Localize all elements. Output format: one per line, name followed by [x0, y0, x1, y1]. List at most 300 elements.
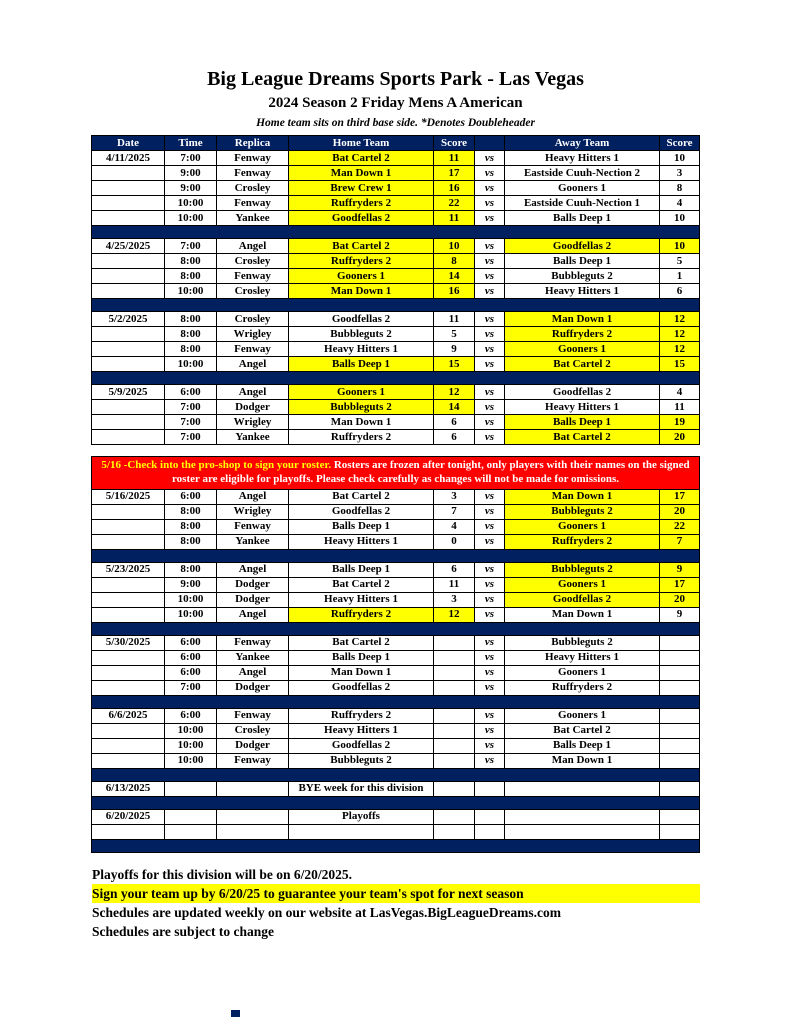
home-score-cell: 11 — [434, 312, 475, 327]
replica-cell: Yankee — [217, 534, 289, 549]
home-score-cell: 0 — [434, 534, 475, 549]
time-cell: 10:00 — [165, 753, 217, 768]
home-score-cell — [434, 824, 475, 839]
date-cell: 5/2/2025 — [92, 312, 165, 327]
away-team-cell: Gooners 1 — [505, 181, 660, 196]
game-row — [92, 385, 700, 400]
away-team-cell: Heavy Hitters 1 — [505, 400, 660, 415]
vs-cell: vs — [475, 385, 505, 400]
date-cell — [92, 519, 165, 534]
away-team-cell: Gooners 1 — [505, 665, 660, 680]
home-team-note: Home team sits on third base side. *Denotes Doubleheader — [256, 117, 535, 129]
date-cell — [92, 680, 165, 695]
time-cell: 10:00 — [165, 592, 217, 607]
away-score-cell: 12 — [660, 342, 700, 357]
time-cell: 6:00 — [165, 650, 217, 665]
home-score-cell — [434, 650, 475, 665]
replica-cell: Fenway — [217, 519, 289, 534]
away-score-cell: 15 — [660, 357, 700, 372]
date-cell — [92, 400, 165, 415]
col-header-date: Date — [92, 136, 165, 151]
home-team-cell: Goodfellas 2 — [289, 738, 434, 753]
date-cell — [92, 607, 165, 622]
time-cell: 8:00 — [165, 269, 217, 284]
time-cell: 9:00 — [165, 181, 217, 196]
home-team-cell: Goodfellas 2 — [289, 312, 434, 327]
home-team-cell: Man Down 1 — [289, 166, 434, 181]
away-score-cell: 20 — [660, 430, 700, 445]
vs-cell: vs — [475, 489, 505, 504]
home-score-cell: 5 — [434, 327, 475, 342]
vs-cell: vs — [475, 723, 505, 738]
away-team-cell: Bubbleguts 2 — [505, 562, 660, 577]
game-row — [92, 415, 700, 430]
game-row — [92, 577, 700, 592]
home-score-cell — [434, 708, 475, 723]
game-row — [92, 519, 700, 534]
replica-cell: Dodger — [217, 738, 289, 753]
away-team-cell: Bubbleguts 2 — [505, 635, 660, 650]
replica-cell: Angel — [217, 607, 289, 622]
separator-bar — [92, 372, 700, 385]
away-team-cell: Bat Cartel 2 — [505, 357, 660, 372]
away-team-cell — [505, 781, 660, 796]
replica-cell: Crosley — [217, 723, 289, 738]
time-cell: 8:00 — [165, 312, 217, 327]
home-score-cell: 16 — [434, 284, 475, 299]
replica-cell: Fenway — [217, 708, 289, 723]
home-team-cell: Ruffryders 2 — [289, 196, 434, 211]
time-cell: 7:00 — [165, 430, 217, 445]
date-cell — [92, 665, 165, 680]
time-cell: 9:00 — [165, 577, 217, 592]
game-row — [92, 400, 700, 415]
date-cell — [92, 166, 165, 181]
away-team-cell: Gooners 1 — [505, 577, 660, 592]
replica-cell: Crosley — [217, 181, 289, 196]
game-row — [92, 151, 700, 166]
game-row — [92, 650, 700, 665]
separator-row — [92, 695, 700, 708]
home-score-cell — [434, 753, 475, 768]
away-score-cell — [660, 738, 700, 753]
separator-row — [92, 226, 700, 239]
vs-cell: vs — [475, 415, 505, 430]
home-team-cell: Bat Cartel 2 — [289, 577, 434, 592]
date-cell — [92, 181, 165, 196]
replica-cell: Yankee — [217, 650, 289, 665]
time-cell: 8:00 — [165, 562, 217, 577]
home-team-cell: Goodfellas 2 — [289, 504, 434, 519]
away-score-cell: 12 — [660, 327, 700, 342]
time-cell — [165, 809, 217, 824]
separator-bar — [92, 299, 700, 312]
game-row — [92, 534, 700, 549]
replica-cell: Crosley — [217, 254, 289, 269]
game-row — [92, 269, 700, 284]
time-cell: 10:00 — [165, 211, 217, 226]
replica-cell: Yankee — [217, 211, 289, 226]
home-score-cell: 12 — [434, 607, 475, 622]
time-cell: 8:00 — [165, 504, 217, 519]
away-score-cell — [660, 753, 700, 768]
date-cell: 5/9/2025 — [92, 385, 165, 400]
col-header-away-team: Away Team — [505, 136, 660, 151]
date-cell — [92, 284, 165, 299]
spacer — [92, 445, 700, 457]
away-team-cell: Gooners 1 — [505, 519, 660, 534]
vs-cell — [475, 824, 505, 839]
roster-banner-row — [92, 457, 700, 490]
date-cell: 5/23/2025 — [92, 562, 165, 577]
home-score-cell: 7 — [434, 504, 475, 519]
home-score-cell: 22 — [434, 196, 475, 211]
time-cell: 10:00 — [165, 723, 217, 738]
away-score-cell — [660, 723, 700, 738]
away-score-cell: 9 — [660, 562, 700, 577]
time-cell — [165, 824, 217, 839]
away-team-cell — [505, 824, 660, 839]
date-cell — [92, 534, 165, 549]
away-team-cell: Eastside Cuuh-Nection 1 — [505, 196, 660, 211]
replica-cell: Dodger — [217, 577, 289, 592]
away-score-cell: 10 — [660, 211, 700, 226]
home-team-cell: Ruffryders 2 — [289, 430, 434, 445]
home-team-cell: Bat Cartel 2 — [289, 239, 434, 254]
replica-cell: Angel — [217, 562, 289, 577]
home-score-cell: 11 — [434, 211, 475, 226]
game-row — [92, 166, 700, 181]
home-team-cell: Goodfellas 2 — [289, 680, 434, 695]
footer — [92, 865, 700, 941]
season-subtitle: 2024 Season 2 Friday Mens A American — [268, 95, 523, 111]
game-row — [92, 504, 700, 519]
date-cell — [92, 254, 165, 269]
separator-bar — [92, 226, 700, 239]
date-cell — [92, 504, 165, 519]
away-score-cell: 8 — [660, 181, 700, 196]
time-cell: 10:00 — [165, 284, 217, 299]
game-row — [92, 196, 700, 211]
vs-cell: vs — [475, 327, 505, 342]
home-team-cell: Bubbleguts 2 — [289, 753, 434, 768]
home-team-cell: Man Down 1 — [289, 415, 434, 430]
time-cell: 8:00 — [165, 519, 217, 534]
vs-cell: vs — [475, 519, 505, 534]
time-cell: 6:00 — [165, 708, 217, 723]
replica-cell: Fenway — [217, 196, 289, 211]
away-team-cell: Man Down 1 — [505, 489, 660, 504]
game-row — [92, 738, 700, 753]
vs-cell: vs — [475, 239, 505, 254]
home-team-cell — [289, 824, 434, 839]
away-team-cell: Balls Deep 1 — [505, 211, 660, 226]
game-row — [92, 723, 700, 738]
game-row — [92, 312, 700, 327]
away-team-cell: Man Down 1 — [505, 607, 660, 622]
vs-cell: vs — [475, 151, 505, 166]
home-team-cell: Man Down 1 — [289, 284, 434, 299]
time-cell: 7:00 — [165, 151, 217, 166]
separator-row — [92, 372, 700, 385]
date-cell — [92, 342, 165, 357]
game-row — [92, 211, 700, 226]
away-score-cell: 10 — [660, 151, 700, 166]
time-cell: 7:00 — [165, 680, 217, 695]
home-team-cell: Heavy Hitters 1 — [289, 592, 434, 607]
away-score-cell: 19 — [660, 415, 700, 430]
home-score-cell: 9 — [434, 342, 475, 357]
time-cell: 10:00 — [165, 196, 217, 211]
vs-cell: vs — [475, 592, 505, 607]
vs-cell: vs — [475, 650, 505, 665]
away-team-cell: Balls Deep 1 — [505, 738, 660, 753]
vs-cell: vs — [475, 753, 505, 768]
vs-cell: vs — [475, 166, 505, 181]
home-team-cell: Ruffryders 2 — [289, 607, 434, 622]
game-row — [92, 680, 700, 695]
date-cell: 6/13/2025 — [92, 781, 165, 796]
home-score-cell — [434, 809, 475, 824]
game-row — [92, 708, 700, 723]
replica-cell: Dodger — [217, 592, 289, 607]
home-score-cell: 14 — [434, 269, 475, 284]
away-team-cell: Ruffryders 2 — [505, 327, 660, 342]
away-team-cell: Heavy Hitters 1 — [505, 284, 660, 299]
footer-playoffs-line: Playoffs for this division will be on 6/20/2025. — [92, 866, 353, 882]
col-header-replica: Replica — [217, 136, 289, 151]
replica-cell: Crosley — [217, 312, 289, 327]
footer-signup-line: Sign your team up by 6/20/25 to guarantee your team's spot for next season — [92, 884, 700, 903]
replica-cell: Angel — [217, 665, 289, 680]
vs-cell: vs — [475, 254, 505, 269]
away-score-cell — [660, 650, 700, 665]
away-score-cell — [660, 809, 700, 824]
vs-cell: vs — [475, 504, 505, 519]
replica-cell: Wrigley — [217, 415, 289, 430]
away-score-cell: 12 — [660, 312, 700, 327]
away-team-cell: Balls Deep 1 — [505, 254, 660, 269]
separator-row — [92, 839, 700, 852]
away-team-cell: Goodfellas 2 — [505, 385, 660, 400]
replica-cell: Wrigley — [217, 327, 289, 342]
vs-cell: vs — [475, 665, 505, 680]
game-row — [92, 592, 700, 607]
game-row — [92, 357, 700, 372]
away-score-cell: 17 — [660, 489, 700, 504]
home-score-cell: 6 — [434, 415, 475, 430]
replica-cell: Angel — [217, 239, 289, 254]
away-score-cell: 6 — [660, 284, 700, 299]
header-row — [92, 136, 700, 151]
roster-banner — [92, 457, 700, 490]
replica-cell: Dodger — [217, 400, 289, 415]
replica-cell: Dodger — [217, 680, 289, 695]
vs-cell: vs — [475, 357, 505, 372]
separator-bar — [92, 695, 700, 708]
game-row — [92, 327, 700, 342]
time-cell: 8:00 — [165, 327, 217, 342]
roster-banner-highlight: 5/16 -Check into the pro-shop to sign your roster. — [101, 459, 332, 471]
away-score-cell: 20 — [660, 592, 700, 607]
vs-cell — [475, 781, 505, 796]
away-score-cell — [660, 781, 700, 796]
date-cell — [92, 196, 165, 211]
away-team-cell: Gooners 1 — [505, 342, 660, 357]
date-cell — [92, 723, 165, 738]
col-header-vs — [475, 136, 505, 151]
away-team-cell: Bubbleguts 2 — [505, 269, 660, 284]
schedule-table — [91, 135, 700, 853]
home-score-cell: 11 — [434, 151, 475, 166]
game-row — [92, 342, 700, 357]
footer-website-line: Schedules are updated weekly on our website at LasVegas.BigLeagueDreams.com — [92, 904, 562, 920]
game-row — [92, 753, 700, 768]
vs-cell: vs — [475, 211, 505, 226]
away-score-cell: 11 — [660, 400, 700, 415]
home-score-cell: 16 — [434, 181, 475, 196]
date-cell: 5/30/2025 — [92, 635, 165, 650]
away-score-cell: 4 — [660, 196, 700, 211]
date-cell — [92, 738, 165, 753]
date-cell — [92, 592, 165, 607]
away-score-cell — [660, 635, 700, 650]
home-score-cell — [434, 680, 475, 695]
home-score-cell: 14 — [434, 400, 475, 415]
away-score-cell — [660, 708, 700, 723]
date-cell — [92, 650, 165, 665]
date-cell: 4/11/2025 — [92, 151, 165, 166]
away-team-cell: Heavy Hitters 1 — [505, 151, 660, 166]
away-team-cell: Bubbleguts 2 — [505, 504, 660, 519]
home-team-cell: Bubbleguts 2 — [289, 400, 434, 415]
away-score-cell — [660, 665, 700, 680]
separator-bar — [92, 839, 700, 852]
away-team-cell: Eastside Cuuh-Nection 2 — [505, 166, 660, 181]
separator-bar — [92, 796, 700, 809]
replica-cell: Angel — [217, 357, 289, 372]
away-score-cell — [660, 824, 700, 839]
time-cell: 6:00 — [165, 665, 217, 680]
date-cell — [92, 211, 165, 226]
time-cell: 10:00 — [165, 357, 217, 372]
date-cell — [92, 430, 165, 445]
away-score-cell: 20 — [660, 504, 700, 519]
away-score-cell: 7 — [660, 534, 700, 549]
game-row — [92, 635, 700, 650]
away-team-cell: Balls Deep 1 — [505, 415, 660, 430]
home-team-cell: Man Down 1 — [289, 665, 434, 680]
home-team-cell: Bat Cartel 2 — [289, 489, 434, 504]
away-score-cell: 17 — [660, 577, 700, 592]
vs-cell: vs — [475, 400, 505, 415]
replica-cell: Angel — [217, 489, 289, 504]
away-team-cell: Ruffryders 2 — [505, 680, 660, 695]
home-score-cell: 4 — [434, 519, 475, 534]
home-score-cell — [434, 738, 475, 753]
time-cell: 9:00 — [165, 166, 217, 181]
vs-cell: vs — [475, 312, 505, 327]
home-score-cell: 6 — [434, 430, 475, 445]
replica-cell: Fenway — [217, 269, 289, 284]
footer-subject-to-change-line: Schedules are subject to change — [92, 923, 274, 939]
home-score-cell — [434, 723, 475, 738]
home-score-cell — [434, 665, 475, 680]
home-score-cell: 3 — [434, 592, 475, 607]
vs-cell: vs — [475, 534, 505, 549]
home-team-cell: Brew Crew 1 — [289, 181, 434, 196]
home-score-cell: 6 — [434, 562, 475, 577]
replica-cell: Fenway — [217, 151, 289, 166]
separator-bar — [92, 622, 700, 635]
home-team-cell: Bat Cartel 2 — [289, 151, 434, 166]
home-team-cell: Balls Deep 1 — [289, 562, 434, 577]
col-header-time: Time — [165, 136, 217, 151]
vs-cell: vs — [475, 196, 505, 211]
col-header-away-score: Score — [660, 136, 700, 151]
date-cell — [92, 753, 165, 768]
time-cell: 8:00 — [165, 534, 217, 549]
time-cell — [165, 781, 217, 796]
home-score-cell: 12 — [434, 385, 475, 400]
home-score-cell: 17 — [434, 166, 475, 181]
away-team-cell: Ruffryders 2 — [505, 534, 660, 549]
time-cell: 8:00 — [165, 342, 217, 357]
replica-cell — [217, 781, 289, 796]
home-team-cell: Bubbleguts 2 — [289, 327, 434, 342]
time-cell: 7:00 — [165, 415, 217, 430]
col-header-home-score: Score — [434, 136, 475, 151]
separator-row — [92, 299, 700, 312]
vs-cell: vs — [475, 284, 505, 299]
time-cell: 6:00 — [165, 385, 217, 400]
replica-cell: Fenway — [217, 342, 289, 357]
replica-cell: Fenway — [217, 635, 289, 650]
col-header-home-team: Home Team — [289, 136, 434, 151]
away-score-cell: 9 — [660, 607, 700, 622]
game-row — [92, 254, 700, 269]
time-cell: 7:00 — [165, 400, 217, 415]
away-score-cell: 10 — [660, 239, 700, 254]
game-row — [92, 284, 700, 299]
note-row — [92, 809, 700, 824]
date-cell: 6/20/2025 — [92, 809, 165, 824]
home-team-cell: Playoffs — [289, 809, 434, 824]
time-cell: 10:00 — [165, 607, 217, 622]
home-score-cell: 15 — [434, 357, 475, 372]
vs-cell: vs — [475, 342, 505, 357]
page-title: Big League Dreams Sports Park - Las Vegas — [207, 68, 584, 90]
home-team-cell: Balls Deep 1 — [289, 357, 434, 372]
vs-cell: vs — [475, 635, 505, 650]
empty-row — [92, 824, 700, 839]
away-team-cell: Gooners 1 — [505, 708, 660, 723]
time-cell: 10:00 — [165, 738, 217, 753]
away-team-cell: Goodfellas 2 — [505, 592, 660, 607]
date-cell: 6/6/2025 — [92, 708, 165, 723]
home-team-cell: Goodfellas 2 — [289, 211, 434, 226]
away-team-cell — [505, 809, 660, 824]
vs-cell: vs — [475, 577, 505, 592]
replica-cell: Crosley — [217, 284, 289, 299]
home-score-cell: 3 — [434, 489, 475, 504]
date-cell — [92, 327, 165, 342]
away-score-cell — [660, 680, 700, 695]
roster-banner-text: Rosters are frozen after tonight, only players with their names on the signed roster are eligible for playoffs. Please check carefully as changes will not be made for omissions. — [172, 459, 690, 485]
away-team-cell: Man Down 1 — [505, 312, 660, 327]
separator-row — [92, 549, 700, 562]
home-team-cell: Heavy Hitters 1 — [289, 723, 434, 738]
